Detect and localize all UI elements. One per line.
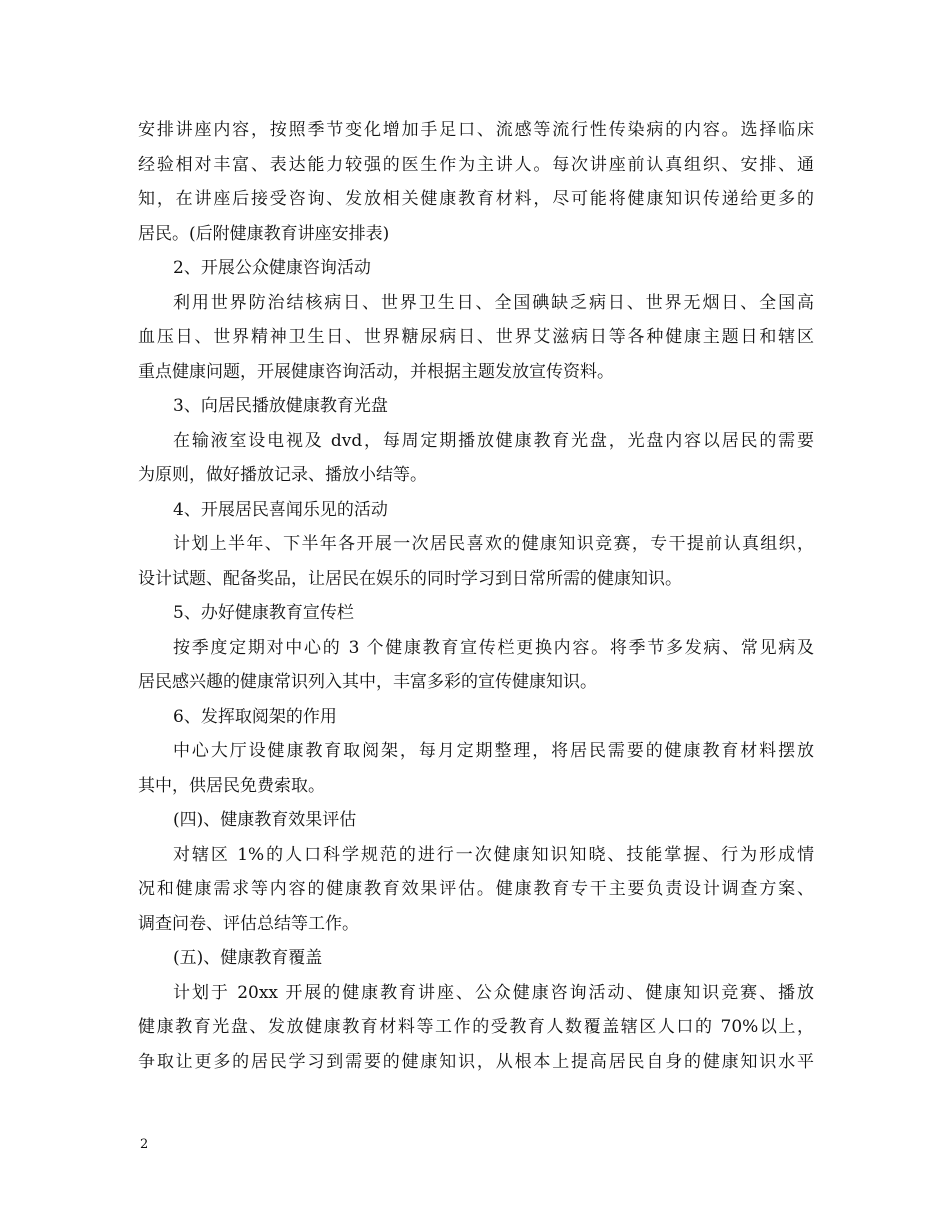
text-line: 按季度定期对中心的 3 个健康教育宣传栏更换内容。将季节多发病、常见病及 <box>173 637 814 658</box>
page-number: 2 <box>140 1137 149 1152</box>
text-line: 况和健康需求等内容的健康教育效果评估。健康教育专干主要负责设计调查方案、 <box>138 879 814 899</box>
section-heading: 3、向居民播放健康教育光盘 <box>173 396 388 416</box>
text-line: 计划上半年、下半年各开展一次居民喜欢的健康知识竞赛，专干提前认真组织， <box>173 534 814 554</box>
section-heading: (五)、健康教育覆盖 <box>173 948 323 968</box>
text-line: 争取让更多的居民学习到需要的健康知识，从根本上提高居民自身的健康知识水平 <box>138 1051 814 1072</box>
text-line: 知，在讲座后接受咨询、发放相关健康教育材料，尽可能将健康知识传递给更多的 <box>138 189 814 209</box>
text-line: 居民。(后附健康教育讲座安排表) <box>138 223 390 244</box>
text-line: 中心大厅设健康教育取阅架，每月定期整理，将居民需要的健康教育材料摆放 <box>173 741 814 761</box>
text-line: 计划于 20xx 开展的健康教育讲座、公众健康咨询活动、健康知识竞赛、播放 <box>173 982 814 1003</box>
text-line: 重点健康问题，开展健康咨询活动，并根据主题发放宣传资料。 <box>138 361 614 382</box>
text-line: 安排讲座内容，按照季节变化增加手足口、流感等流行性传染病的内容。选择临床 <box>138 120 814 140</box>
section-heading: (四)、健康教育效果评估 <box>173 810 357 830</box>
section-heading: 4、开展居民喜闻乐见的活动 <box>173 499 388 520</box>
text-line: 居民感兴趣的健康常识列入其中，丰富多彩的宣传健康知识。 <box>138 672 597 692</box>
text-line: 对辖区 1%的人口科学规范的进行一次健康知识知晓、技能掌握、行为形成情 <box>173 844 814 865</box>
text-line: 设计试题、配备奖品，让居民在娱乐的同时学习到日常所需的健康知识。 <box>138 568 682 589</box>
text-line: 在输液室设电视及 dvd，每周定期播放健康教育光盘，光盘内容以居民的需要 <box>173 430 814 451</box>
section-heading: 6、发挥取阅架的作用 <box>173 706 337 727</box>
section-heading: 2、开展公众健康咨询活动 <box>173 258 371 278</box>
text-line: 经验相对丰富、表达能力较强的医生作为主讲人。每次讲座前认真组织、安排、通 <box>138 154 814 175</box>
text-line: 调查问卷、评估总结等工作。 <box>138 913 359 934</box>
text-line: 其中，供居民免费索取。 <box>138 775 325 796</box>
text-line: 血压日、世界精神卫生日、世界糖尿病日、世界艾滋病日等各种健康主题日和辖区 <box>138 327 814 347</box>
body-text <box>138 113 814 1079</box>
section-heading: 5、办好健康教育宣传栏 <box>173 603 354 623</box>
text-line: 利用世界防治结核病日、世界卫生日、全国碘缺乏病日、世界无烟日、全国高 <box>173 292 814 313</box>
text-line: 为原则，做好播放记录、播放小结等。 <box>138 465 427 485</box>
text-line: 健康教育光盘、发放健康教育材料等工作的受教育人数覆盖辖区人口的 70%以上， <box>138 1017 814 1037</box>
